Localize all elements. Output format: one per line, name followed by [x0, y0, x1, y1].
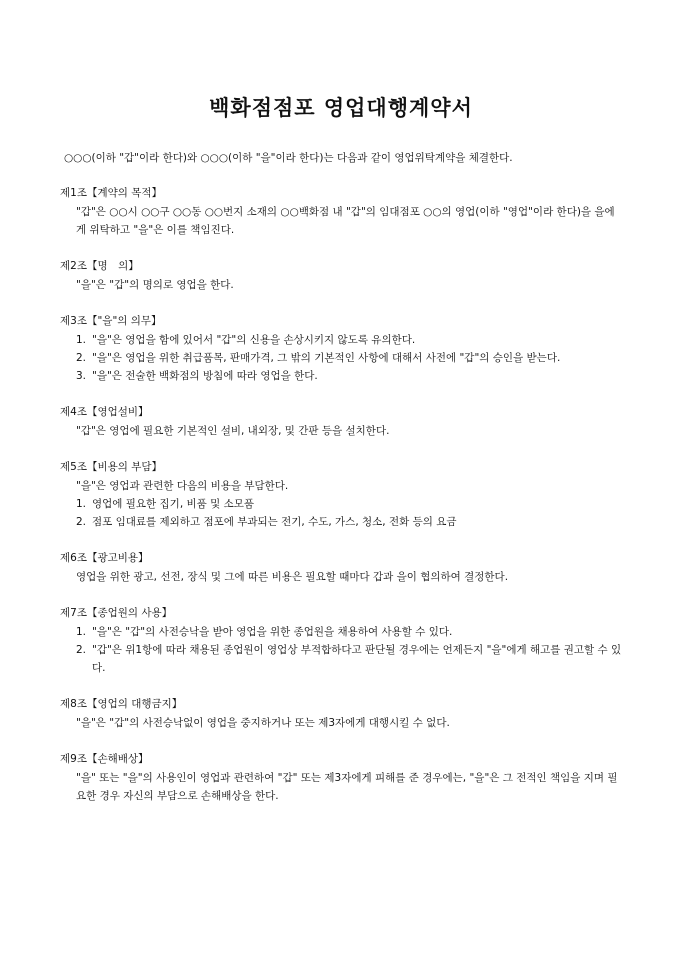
article-heading: 제1조【계약의 목적】 [60, 187, 163, 199]
document-title: 백화점점포 영업대행계약서 [209, 96, 473, 120]
article-item-list [60, 331, 622, 385]
article-8 [60, 696, 622, 732]
article-7 [60, 605, 622, 677]
article-6 [60, 550, 622, 586]
item-number: 2. [76, 352, 87, 364]
item-text: "을"은 전술한 백화점의 방침에 따라 영업을 한다. [92, 370, 318, 382]
article-heading: 제2조【명 의】 [60, 260, 139, 272]
article-3 [60, 313, 622, 385]
article-heading: 제7조【종업원의 사용】 [60, 607, 173, 619]
item-number: 2. [76, 644, 87, 656]
intro-paragraph: ○○○(이하 "갑"이라 한다)와 ○○○(이하 "을"이라 한다)는 다음과 같이 영업위탁계약을 체결한다. [64, 152, 513, 164]
article-item-list [60, 623, 622, 677]
item-text: "을"은 영업을 함에 있어서 "갑"의 신용을 손상시키지 않도록 유의한다. [92, 334, 416, 346]
item-text: 영업에 필요한 집기, 비품 및 소모품 [92, 498, 255, 510]
article-heading: 제5조【비용의 부담】 [60, 461, 163, 473]
article-body: "을"은 "갑"의 사전승낙없이 영업을 중지하거나 또는 제3자에게 대행시킬 수 없다. [76, 717, 450, 729]
list-item [76, 367, 622, 385]
item-number: 1. [76, 626, 87, 638]
item-number: 2. [76, 516, 87, 528]
list-item [76, 331, 622, 349]
list-item [76, 513, 622, 531]
article-heading: 제3조【"을"의 의무】 [60, 315, 162, 327]
article-body: 영업을 위한 광고, 선전, 장식 및 그에 따른 비용은 필요할 때마다 갑과 을이 협의하여 결정한다. [76, 571, 509, 583]
article-heading: 제9조【손해배상】 [60, 753, 149, 765]
item-number: 3. [76, 370, 87, 382]
list-item [76, 349, 622, 367]
article-body: "을"은 "갑"의 명의로 영업을 한다. [76, 279, 234, 291]
item-text: "을"은 영업을 위한 취급품목, 판매가격, 그 밖의 기본적인 사항에 대해서 사전에 "갑"의 승인을 받는다. [92, 352, 561, 364]
article-4 [60, 404, 622, 440]
list-item [76, 623, 622, 641]
item-text: "갑"은 위1항에 따라 채용된 종업원이 영업상 부적합하다고 판단될 경우에는 언제든지 "을"에게 해고를 권고할 수 있다. [92, 644, 622, 674]
article-1 [60, 185, 622, 239]
article-body: "갑"은 ○○시 ○○구 ○○동 ○○번지 소재의 ○○백화점 내 "갑"의 임대점포 ○○의 영업(이하 "영업"이라 한다)을 을에게 위탁하고 "을"은 이를 책임진다. [76, 206, 615, 236]
list-item [76, 641, 622, 677]
list-item [76, 495, 622, 513]
article-body: "갑"은 영업에 필요한 기본적인 설비, 내외장, 및 간판 등을 설치한다. [76, 425, 390, 437]
item-text: "을"은 "갑"의 사전승낙을 받아 영업을 위한 종업원을 채용하여 사용할 수 있다. [92, 626, 453, 638]
article-heading: 제8조【영업의 대행금지】 [60, 698, 183, 710]
article-item-list [60, 495, 622, 531]
article-body: "을"은 영업과 관련한 다음의 비용을 부담한다. [76, 480, 289, 492]
article-2 [60, 258, 622, 294]
item-number: 1. [76, 334, 87, 346]
item-text: 점포 임대료를 제외하고 점포에 부과되는 전기, 수도, 가스, 청소, 전화 등의 요금 [92, 516, 457, 528]
article-body: "을" 또는 "을"의 사용인이 영업과 관련하여 "갑" 또는 제3자에게 피해를 준 경우에는, "을"은 그 전적인 책임을 지며 필요한 경우 자신의 부담으로 손해배상을 한다. [76, 772, 618, 802]
article-heading: 제6조【광고비용】 [60, 552, 149, 564]
item-number: 1. [76, 498, 87, 510]
article-9 [60, 751, 622, 805]
article-heading: 제4조【영업설비】 [60, 406, 149, 418]
article-5 [60, 459, 622, 531]
